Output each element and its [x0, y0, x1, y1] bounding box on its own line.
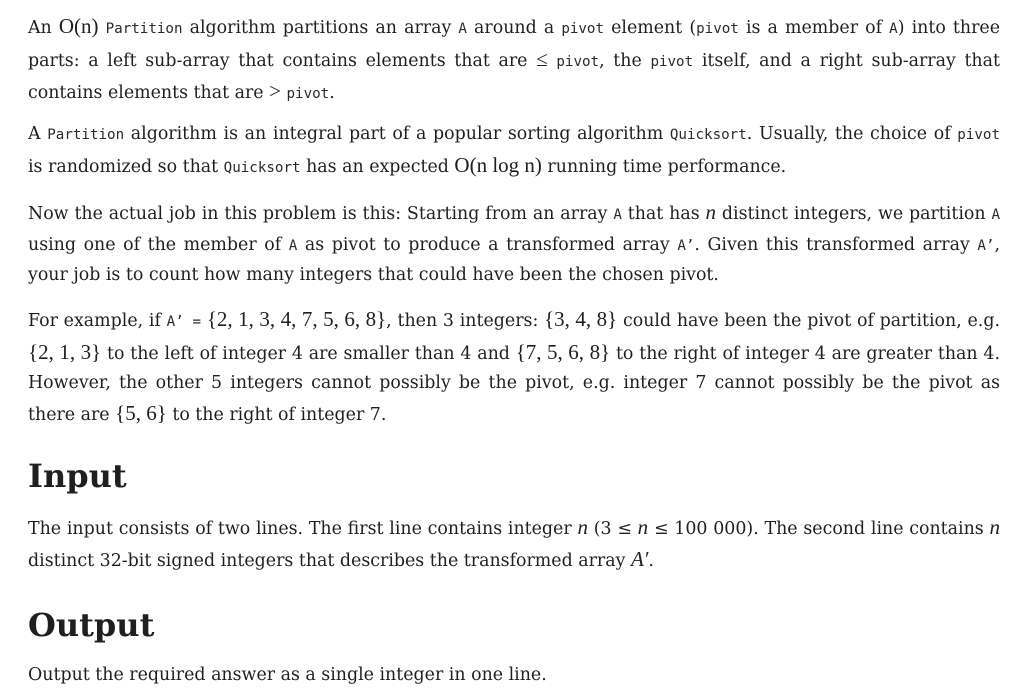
inline-code: Partition	[47, 127, 125, 143]
math-expression: {5, 6}	[115, 400, 167, 425]
text-run: as pivot to produce a transformed array	[297, 234, 678, 255]
text-run: A	[28, 124, 48, 144]
math-variable: n	[637, 515, 649, 539]
text-run: algorithm is an integral part of a popular sorting algorithm	[124, 124, 670, 144]
math-expression: O(n log n)	[454, 152, 542, 177]
text-run: to the left of integer 4 are smaller than 4 and	[101, 343, 516, 364]
math-variable: n	[705, 200, 717, 224]
inline-code: pivot	[561, 21, 605, 37]
text-run: For example, if	[28, 311, 167, 331]
text-run: . Given this transformed array	[694, 234, 978, 255]
text-run: , then 3 integers:	[386, 311, 545, 331]
quicksort-paragraph	[28, 120, 1000, 183]
text-run: distinct integers, we partition	[716, 204, 992, 224]
math-variable: A′	[630, 546, 649, 571]
text-run: using one of the member of	[28, 234, 289, 255]
text-run: could have been the pivot of partition, e.g.	[617, 311, 1001, 331]
inline-code: Partition	[105, 21, 183, 37]
math-expression: {2, 1, 3}	[28, 339, 102, 364]
inline-code: A’	[677, 237, 695, 254]
text-run: The input consists of two lines. The first line contains integer	[28, 519, 578, 539]
text-run: (3 ≤	[587, 519, 638, 539]
text-run: .	[329, 83, 335, 104]
text-run: , your job is to count how many integers that could have been the chosen pivot.	[28, 234, 1000, 286]
text-run: , the	[599, 50, 651, 71]
math-expression: ≤	[536, 46, 548, 71]
text-run: .	[648, 550, 654, 571]
math-expression: {7, 5, 6, 8}	[515, 339, 611, 364]
text-run: algorithm partitions an array	[182, 18, 459, 38]
text-run: Now the actual job in this problem is this: Starting from an array	[28, 204, 614, 224]
example-paragraph	[28, 305, 1000, 430]
inline-code: A	[991, 207, 1000, 223]
input-paragraph	[28, 513, 1000, 576]
text-run: . Usually, the choice of	[746, 124, 958, 144]
text-run	[99, 18, 106, 38]
inline-code: pivot	[957, 127, 1001, 143]
inline-code: pivot	[286, 86, 330, 103]
text-run: An	[28, 18, 59, 38]
text-run: that has	[621, 204, 706, 224]
text-run: element (	[604, 18, 697, 38]
inline-code: A’ =	[166, 314, 202, 330]
math-expression: >	[269, 79, 281, 104]
text-run: is a member of	[738, 18, 890, 38]
text-run: around a	[466, 18, 562, 38]
text-run: has an expected	[300, 156, 455, 177]
math-variable: n	[577, 515, 588, 539]
inline-code: pivot	[556, 53, 600, 70]
text-run: to the right of integer 4 are greater than 4. However, the other 5 integers cannot possibly be the pivot, e.g. integer 7 cannot possibly be the pivot as there are	[28, 343, 1000, 425]
text-run: to the right of integer 7.	[166, 404, 387, 425]
inline-code: A	[889, 21, 898, 37]
text-run: ) into three parts: a left sub-array that contains elements that are	[28, 18, 1000, 71]
inline-code: A	[613, 207, 622, 223]
inline-code: Quicksort	[669, 127, 747, 143]
text-run: distinct 32-bit signed integers that describes the transformed array	[28, 550, 631, 571]
inline-code: A’	[977, 237, 995, 254]
inline-code: Quicksort	[223, 159, 301, 176]
task-paragraph	[28, 198, 1000, 291]
text-run: is randomized so that	[28, 156, 224, 177]
text-run: Output the required answer as a single integer in one line.	[28, 665, 547, 685]
math-expression: O(n)	[58, 14, 99, 38]
text-run: ≤ 100 000). The second line contains	[648, 519, 990, 539]
inline-code: A	[458, 21, 467, 37]
math-expression: {2, 1, 3, 4, 7, 5, 6, 8}	[206, 307, 387, 331]
inline-code: pivot	[650, 53, 694, 70]
input-heading: Input	[28, 457, 127, 495]
inline-code: A	[288, 237, 298, 254]
output-heading: Output	[28, 606, 155, 644]
intro-paragraph	[28, 12, 1000, 110]
text-run: itself, and a right sub-array that contains elements that are	[28, 50, 1000, 104]
output-paragraph	[28, 661, 547, 691]
math-expression: {3, 4, 8}	[544, 307, 618, 331]
text-run: running time performance.	[541, 156, 787, 177]
math-variable: n	[989, 515, 1000, 539]
inline-code: pivot	[696, 21, 739, 37]
